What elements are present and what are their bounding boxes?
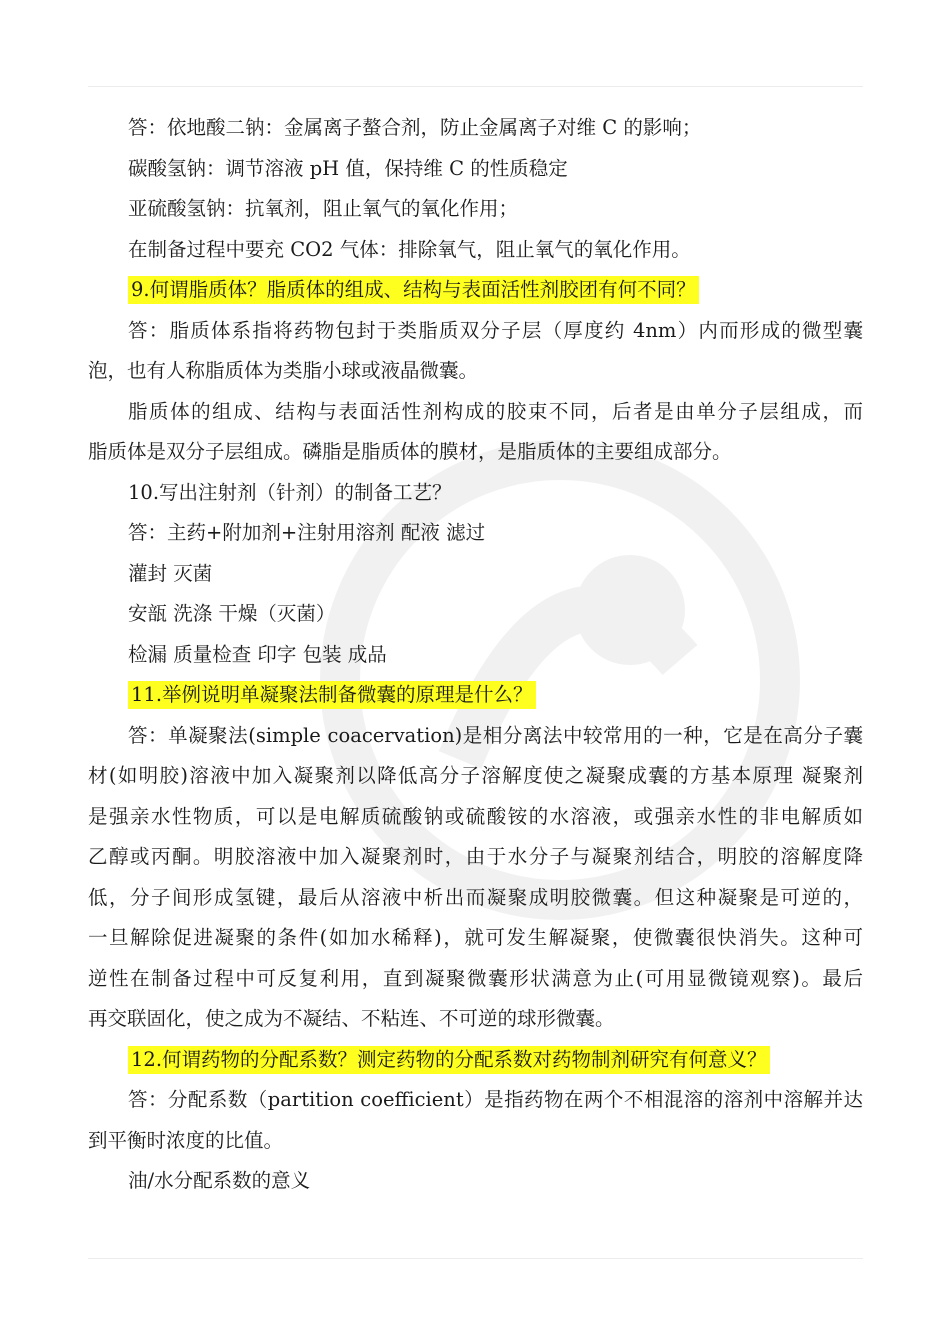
document-body <box>88 108 863 1202</box>
text-line: 材(如明胶)溶液中加入凝聚剂以降低高分子溶解度使之凝聚成囊的方基本原理 凝聚剂 <box>88 764 863 787</box>
highlighted-question: 9.何谓脂质体？脂质体的组成、结构与表面活性剂胶团有何不同？ <box>128 276 699 304</box>
footer-rule <box>88 1258 863 1259</box>
text-line: 到平衡时浓度的比值。 <box>88 1128 284 1152</box>
text-line: 逆性在制备过程中可反复利用，直到凝聚微囊形状满意为止(可用显微镜观察)。最后 <box>88 966 863 990</box>
highlighted-question: 12.何谓药物的分配系数？测定药物的分配系数对药物制剂研究有何意义？ <box>128 1046 770 1074</box>
text-line: 10.写出注射剂（针剂）的制备工艺？ <box>128 480 452 504</box>
text-line: 碳酸氢钠：调节溶液 pH 值，保持维 C 的性质稳定 <box>128 156 568 180</box>
text-line: 答：分配系数（partition coefficient）是指药物在两个不相混溶的溶剂中溶解并达 <box>128 1088 863 1111</box>
text-line: 检漏 质量检查 印字 包装 成品 <box>128 642 387 666</box>
text-line: 再交联固化，使之成为不凝结、不粘连、不可逆的球形微囊。 <box>88 1007 615 1030</box>
text-line: 脂质体的组成、结构与表面活性剂构成的胶束不同，后者是由单分子层组成，而 <box>128 399 863 423</box>
text-line: 一旦解除促进凝聚的条件(如加水稀释)，就可发生解凝聚，使微囊很快消失。这种可 <box>88 926 863 949</box>
text-line: 泡，也有人称脂质体为类脂小球或液晶微囊。 <box>88 359 479 382</box>
text-line: 亚硫酸氢钠：抗氧剂，阻止氧气的氧化作用； <box>128 197 519 220</box>
highlighted-question: 11.举例说明单凝聚法制备微囊的原理是什么？ <box>128 681 536 709</box>
text-line: 安瓿 洗涤 干燥（灭菌） <box>128 602 336 625</box>
text-line: 脂质体是双分子层组成。磷脂是脂质体的膜材，是脂质体的主要组成部分。 <box>88 440 732 463</box>
text-line: 乙醇或丙酮。明胶溶液中加入凝聚剂时，由于水分子与凝聚剂结合，明胶的溶解度降 <box>88 845 863 868</box>
text-line: 答：主药+附加剂+注射用溶剂 配液 滤过 <box>128 521 486 544</box>
text-line: 答：单凝聚法(simple coacervation)是相分离法中较常用的一种，它是在高分子囊 <box>128 723 863 747</box>
question-heading <box>88 675 863 716</box>
text-line: 低，分子间形成氢键，最后从溶液中析出而凝聚成明胶微囊。但这种凝聚是可逆的， <box>88 885 863 909</box>
text-line: 是强亲水性物质，可以是电解质硫酸钠或硫酸铵的水溶液，或强亲水性的非电解质如 <box>88 804 863 828</box>
text-line: 油/水分配系数的意义 <box>128 1169 311 1192</box>
text-line: 灌封 灭菌 <box>128 561 213 585</box>
text-line: 答：脂质体系指将药物包封于类脂质双分子层（厚度约 4nm）内而形成的微型囊 <box>128 318 863 342</box>
header-rule <box>88 86 863 87</box>
question-heading <box>88 270 863 311</box>
text-line: 在制备过程中要充 CO2 气体：排除氧气，阻止氧气的氧化作用。 <box>128 237 691 261</box>
question-heading <box>88 1040 863 1081</box>
text-line: 答：依地酸二钠：金属离子螯合剂，防止金属离子对维 C 的影响； <box>128 116 702 139</box>
